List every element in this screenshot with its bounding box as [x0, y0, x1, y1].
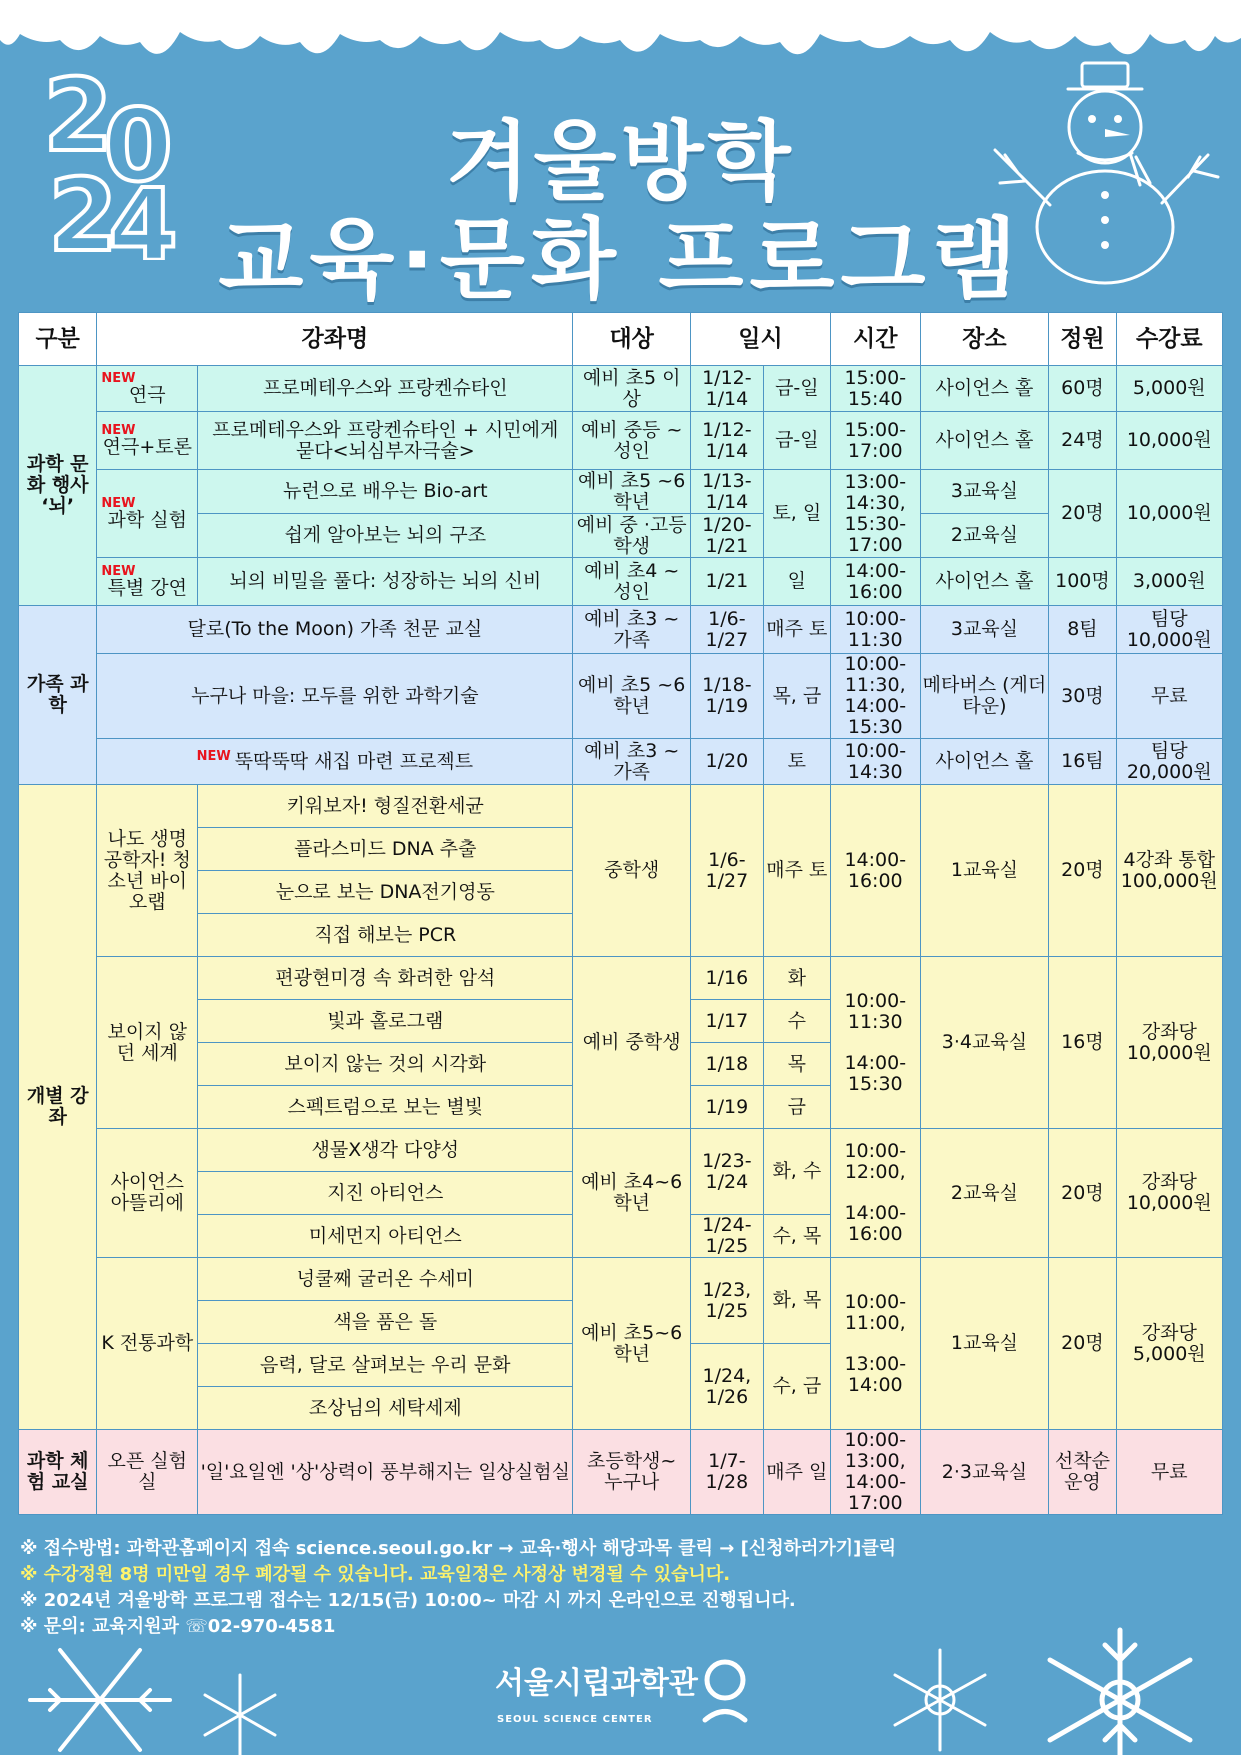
- fee: 무료: [1116, 654, 1222, 739]
- time: 10:00- 11:00, 13:00- 14:00: [830, 1258, 920, 1430]
- date: 1/18- 1/19: [690, 654, 763, 739]
- place: 1교육실: [920, 1258, 1049, 1430]
- place: 2·3교육실: [920, 1430, 1049, 1515]
- course-name: '일'요일엔 '상'상력이 풍부해지는 일상실험실: [198, 1430, 573, 1515]
- day: 화: [763, 957, 830, 1000]
- course-name: 키워보자! 형질전환세균: [198, 785, 573, 828]
- category-family-science: 가족 과학: [19, 606, 97, 785]
- col-header-capacity: 정원: [1049, 313, 1116, 366]
- day: 금-일: [763, 366, 830, 412]
- date: 1/23- 1/24: [690, 1129, 763, 1215]
- target: 중학생: [573, 785, 691, 957]
- title-line-1: 겨울방학: [446, 112, 795, 212]
- course-name: 빛과 홀로그램: [198, 1000, 573, 1043]
- fee: 팀당 20,000원: [1116, 739, 1222, 785]
- snowflake-icon: [20, 1640, 180, 1755]
- table-header-row: [19, 313, 1223, 366]
- day: 수, 목: [763, 1215, 830, 1258]
- place: 3·4교육실: [920, 957, 1049, 1129]
- capacity: 16팀: [1049, 739, 1116, 785]
- fee: 강좌당 5,000원: [1116, 1258, 1222, 1430]
- capacity: 20명: [1049, 785, 1116, 957]
- table-row: [19, 1430, 1223, 1515]
- new-badge: NEW: [101, 370, 136, 386]
- day: 토: [763, 739, 830, 785]
- table-row: [19, 366, 1223, 412]
- date: 1/23, 1/25: [690, 1258, 763, 1344]
- date: 1/24- 1/25: [690, 1215, 763, 1258]
- time: 13:00- 14:30, 15:30- 17:00: [830, 470, 920, 558]
- place: 3교육실: [920, 470, 1049, 514]
- target: 예비 중등 ~성인: [573, 412, 691, 470]
- snowflake-icon: [190, 1665, 290, 1755]
- course-name: 프로메테우스와 프랑켄슈타인: [198, 366, 573, 412]
- new-badge: NEW: [196, 749, 231, 765]
- capacity: 24명: [1049, 412, 1116, 470]
- day: 일: [763, 558, 830, 606]
- course-name: 미세먼지 아티언스: [198, 1215, 573, 1258]
- target: 예비 중 ·고등학생: [573, 514, 691, 558]
- date: 1/20: [690, 739, 763, 785]
- day: 화, 수: [763, 1129, 830, 1215]
- program-type: NEW 연극: [97, 366, 198, 412]
- course-name: 색을 품은 돌: [198, 1301, 573, 1344]
- fee: 무료: [1116, 1430, 1222, 1515]
- capacity: 20명: [1049, 470, 1116, 558]
- course-name: 달로(To the Moon) 가족 천문 교실: [97, 606, 573, 654]
- fee: 팀당 10,000원: [1116, 606, 1222, 654]
- capacity: 30명: [1049, 654, 1116, 739]
- logo-subtitle: SEOUL SCIENCE CENTER: [497, 1714, 653, 1725]
- year-digit-2b: 2: [48, 157, 118, 260]
- time: 10:00- 13:00, 14:00- 17:00: [830, 1430, 920, 1515]
- logo-mark-icon: [700, 1658, 750, 1733]
- table-row: [19, 1129, 1223, 1172]
- target: 예비 초5 ~6학년: [573, 654, 691, 739]
- new-badge: NEW: [101, 563, 136, 579]
- time: 14:00- 16:00: [830, 785, 920, 957]
- course-name: 누구나 마을: 모두를 위한 과학기술: [97, 654, 573, 739]
- date: 1/16: [690, 957, 763, 1000]
- program-type: NEW 특별 강연: [97, 558, 198, 606]
- program-type: NEW 연극+토론: [97, 412, 198, 470]
- course-name: 음력, 달로 살펴보는 우리 문화: [198, 1344, 573, 1387]
- course-name: 지진 아티언스: [198, 1172, 573, 1215]
- date: 1/21: [690, 558, 763, 606]
- target: 예비 초3 ~가족: [573, 606, 691, 654]
- table-row: [19, 1258, 1223, 1301]
- course-name: 뉴런으로 배우는 Bio-art: [198, 470, 573, 514]
- day: 금: [763, 1086, 830, 1129]
- capacity: 20명: [1049, 1129, 1116, 1258]
- capacity: 8팀: [1049, 606, 1116, 654]
- time: 14:00- 16:00: [830, 558, 920, 606]
- course-name: 보이지 않는 것의 시각화: [198, 1043, 573, 1086]
- target: 예비 초4 ~성인: [573, 558, 691, 606]
- capacity: 100명: [1049, 558, 1116, 606]
- day: 수: [763, 1000, 830, 1043]
- col-header-fee: 수강료: [1116, 313, 1222, 366]
- day: 매주 토: [763, 606, 830, 654]
- day: 목: [763, 1043, 830, 1086]
- target: 초등학생~ 누구나: [573, 1430, 691, 1515]
- table-row: [19, 558, 1223, 606]
- course-group: K 전통과학: [97, 1258, 198, 1430]
- target: 예비 초5 ~6학년: [573, 470, 691, 514]
- time: 10:00- 11:30 14:00- 15:30: [830, 957, 920, 1129]
- target: 예비 초4~6학년: [573, 1129, 691, 1258]
- place: 사이언스 홀: [920, 412, 1049, 470]
- year-digit-0: 0: [103, 87, 173, 204]
- course-group: 보이지 않던 세계: [97, 957, 198, 1129]
- col-header-date: 일시: [690, 313, 830, 366]
- capacity: 60명: [1049, 366, 1116, 412]
- day: 매주 일: [763, 1430, 830, 1515]
- table-row: [19, 739, 1223, 785]
- notice-registration: ※ 접수방법: 과학관홈페이지 접속 science.seoul.go.kr → 교육·행사 해당과목 클릭 → [신청하러가기]클릭: [20, 1538, 897, 1559]
- course-name: 생물X생각 다양성: [198, 1129, 573, 1172]
- date: 1/12- 1/14: [690, 412, 763, 470]
- day: 토, 일: [763, 470, 830, 558]
- target: 예비 초5~6학년: [573, 1258, 691, 1430]
- fee: 5,000원: [1116, 366, 1222, 412]
- course-name: 편광현미경 속 화려한 암석: [198, 957, 573, 1000]
- course-name: 조상님의 세탁세제: [198, 1387, 573, 1430]
- fee: 10,000원: [1116, 470, 1222, 558]
- date: 1/20- 1/21: [690, 514, 763, 558]
- col-header-time: 시간: [830, 313, 920, 366]
- date: 1/6- 1/27: [690, 606, 763, 654]
- snowman-icon: [980, 55, 1230, 285]
- table-row: [19, 785, 1223, 828]
- time: 10:00- 14:30: [830, 739, 920, 785]
- category-science-event: 과학 문화 행사 ‘뇌’: [19, 366, 97, 606]
- place: 사이언스 홀: [920, 366, 1049, 412]
- course-name: 뇌의 비밀을 풀다: 성장하는 뇌의 신비: [198, 558, 573, 606]
- museum-logo: [495, 1658, 755, 1738]
- date: 1/24, 1/26: [690, 1344, 763, 1430]
- course-name: $^{NEW}$ 뚝딱뚝딱 새집 마련 프로젝트: [97, 739, 573, 785]
- table-row: [19, 470, 1223, 514]
- time: 15:00- 17:00: [830, 412, 920, 470]
- date: 1/13- 1/14: [690, 470, 763, 514]
- date: 1/12- 1/14: [690, 366, 763, 412]
- col-header-course: 강좌명: [97, 313, 573, 366]
- program-type: NEW 과학 실험: [97, 470, 198, 558]
- col-header-target: 대상: [573, 313, 691, 366]
- year-digit-2a: 2: [43, 60, 113, 174]
- course-name: 눈으로 보는 DNA전기영동: [198, 871, 573, 914]
- place: 사이언스 홀: [920, 739, 1049, 785]
- day: 목, 금: [763, 654, 830, 739]
- course-group: 나도 생명 공학자! 청소년 바이오랩: [97, 785, 198, 957]
- fee: 3,000원: [1116, 558, 1222, 606]
- fee: 강좌당 10,000원: [1116, 957, 1222, 1129]
- time: 10:00- 12:00, 14:00- 16:00: [830, 1129, 920, 1258]
- date: 1/17: [690, 1000, 763, 1043]
- year-digit-4: 4: [108, 167, 178, 260]
- place: 사이언스 홀: [920, 558, 1049, 606]
- fee: 강좌당 10,000원: [1116, 1129, 1222, 1258]
- table-row: [19, 606, 1223, 654]
- course-name: 직접 해보는 PCR: [198, 914, 573, 957]
- course-group: 사이언스 아뜰리에: [97, 1129, 198, 1258]
- place: 2교육실: [920, 514, 1049, 558]
- date: 1/18: [690, 1043, 763, 1086]
- logo-name: 서울시립과학관: [495, 1666, 698, 1701]
- capacity: 20명: [1049, 1258, 1116, 1430]
- day: 수, 금: [763, 1344, 830, 1430]
- day: 금-일: [763, 412, 830, 470]
- new-badge: NEW: [101, 495, 136, 511]
- place: 3교육실: [920, 606, 1049, 654]
- course-name: 넝쿨째 굴러온 수세미: [198, 1258, 573, 1301]
- fee: 10,000원: [1116, 412, 1222, 470]
- date: 1/6- 1/27: [690, 785, 763, 957]
- col-header-place: 장소: [920, 313, 1049, 366]
- time: 10:00- 11:30, 14:00- 15:30: [830, 654, 920, 739]
- col-header-category: 구분: [19, 313, 97, 366]
- course-name: 쉽게 알아보는 뇌의 구조: [198, 514, 573, 558]
- date: 1/19: [690, 1086, 763, 1129]
- table-row: [19, 957, 1223, 1000]
- fee: 4강좌 통합 100,000원: [1116, 785, 1222, 957]
- target: 예비 중학생: [573, 957, 691, 1129]
- notice-contact: ※ 문의: 교육지원과 ☏02-970-4581: [20, 1616, 336, 1637]
- course-name: 플라스미드 DNA 추출: [198, 828, 573, 871]
- notice-schedule: ※ 2024년 겨울방학 프로그램 접수는 12/15(금) 10:00~ 마감 시 까지 온라인으로 진행됩니다.: [20, 1590, 796, 1611]
- place: 2교육실: [920, 1129, 1049, 1258]
- new-badge: NEW: [101, 422, 136, 438]
- program-type: 오픈 실험실: [97, 1430, 198, 1515]
- target: 예비 초5 이상: [573, 366, 691, 412]
- capacity: 16명: [1049, 957, 1116, 1129]
- target: 예비 초3 ~가족: [573, 739, 691, 785]
- day: 화, 목: [763, 1258, 830, 1344]
- notice-cancellation: ※ 수강정원 8명 미만일 경우 폐강될 수 있습니다. 교육일정은 사정상 변경될 수 있습니다.: [20, 1564, 731, 1585]
- table-row: [19, 654, 1223, 739]
- place: 메타버스 (게더타운): [920, 654, 1049, 739]
- snowflake-icon: [880, 1640, 1000, 1755]
- schedule-table: [18, 312, 1223, 1515]
- category-individual: 개별 강좌: [19, 785, 97, 1430]
- course-name: 프로메테우스와 프랑켄슈타인 + 시민에게 묻다<뇌심부자극술>: [198, 412, 573, 470]
- date: 1/7- 1/28: [690, 1430, 763, 1515]
- time: 10:00- 11:30: [830, 606, 920, 654]
- capacity: 선착순 운영: [1049, 1430, 1116, 1515]
- time: 15:00- 15:40: [830, 366, 920, 412]
- place: 1교육실: [920, 785, 1049, 957]
- table-row: [19, 412, 1223, 470]
- table-row: [19, 514, 1223, 558]
- category-experience: 과학 체험 교실: [19, 1430, 97, 1515]
- title-line-2: 교육·문화 프로그램: [218, 208, 1023, 311]
- day: 매주 토: [763, 785, 830, 957]
- snowflake-icon: [1010, 1620, 1235, 1755]
- course-name: 스펙트럼으로 보는 별빛: [198, 1086, 573, 1129]
